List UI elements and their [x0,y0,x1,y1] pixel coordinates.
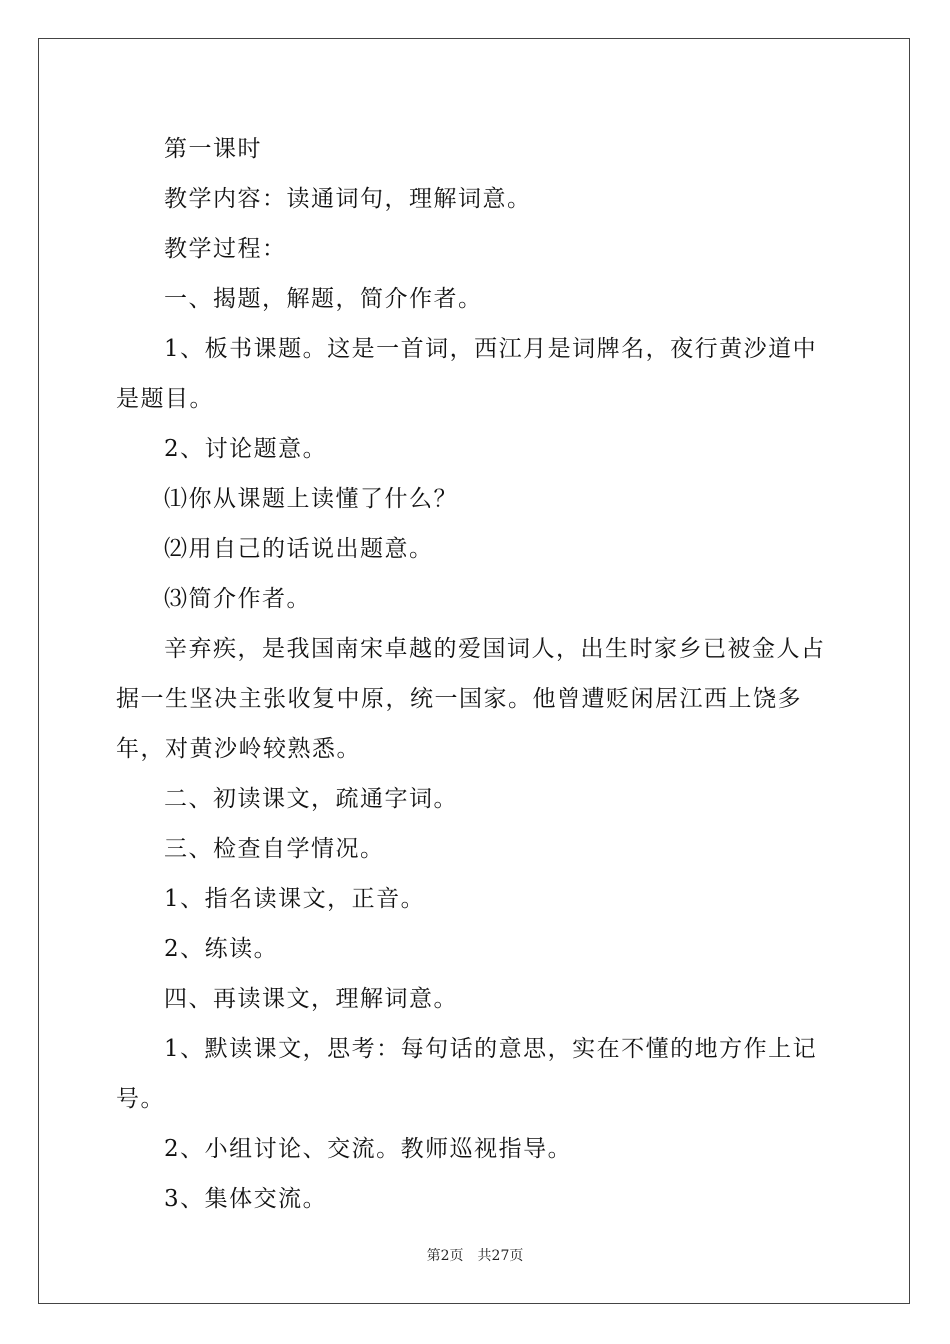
paragraph-content: 教学内容：读通词句，理解词意。 [164,186,532,212]
paragraph-item-1-2: 2、讨论题意。 [164,436,328,462]
paragraph-item-4-2: 2、小组讨论、交流。教师巡视指导。 [164,1136,573,1162]
paragraph-item-3-1: 1、指名读课文，正音。 [164,886,426,912]
page-footer [0,1245,950,1265]
document-body [116,124,840,1224]
paragraph-sub-3: ⑶简介作者。 [164,586,311,612]
paragraph-sub-2: ⑵用自己的话说出题意。 [164,536,434,562]
paragraph-sub-1: ⑴你从课题上读懂了什么？ [164,486,458,512]
paragraph-section-4: 四、再读课文，理解词意。 [164,986,458,1012]
paragraph-lesson-title: 第一课时 [164,136,262,162]
paragraph-process-heading: 教学过程： [164,236,287,262]
page-total: 共27页 [477,1248,524,1264]
paragraph-section-2: 二、初读课文，疏通字词。 [164,786,458,812]
paragraph-item-4-1: 1、默读课文，思考：每句话的意思，实在不懂的地方作上记号。 [116,1036,818,1112]
paragraph-section-1: 一、揭题，解题，简介作者。 [164,286,483,312]
paragraph-item-3-2: 2、练读。 [164,936,279,962]
paragraph-item-1-1: 1、板书课题。这是一首词，西江月是词牌名，夜行黄沙道中是题目。 [116,336,818,412]
paragraph-author-bio: 辛弃疾，是我国南宋卓越的爱国词人，出生时家乡已被金人占据一生坚决主张收复中原，统一国家。他曾遭贬闲居江西上饶多年，对黄沙岭较熟悉。 [116,636,826,762]
page-number: 第2页 [426,1248,464,1264]
paragraph-section-3: 三、检查自学情况。 [164,836,385,862]
paragraph-item-4-3: 3、集体交流。 [164,1186,328,1212]
